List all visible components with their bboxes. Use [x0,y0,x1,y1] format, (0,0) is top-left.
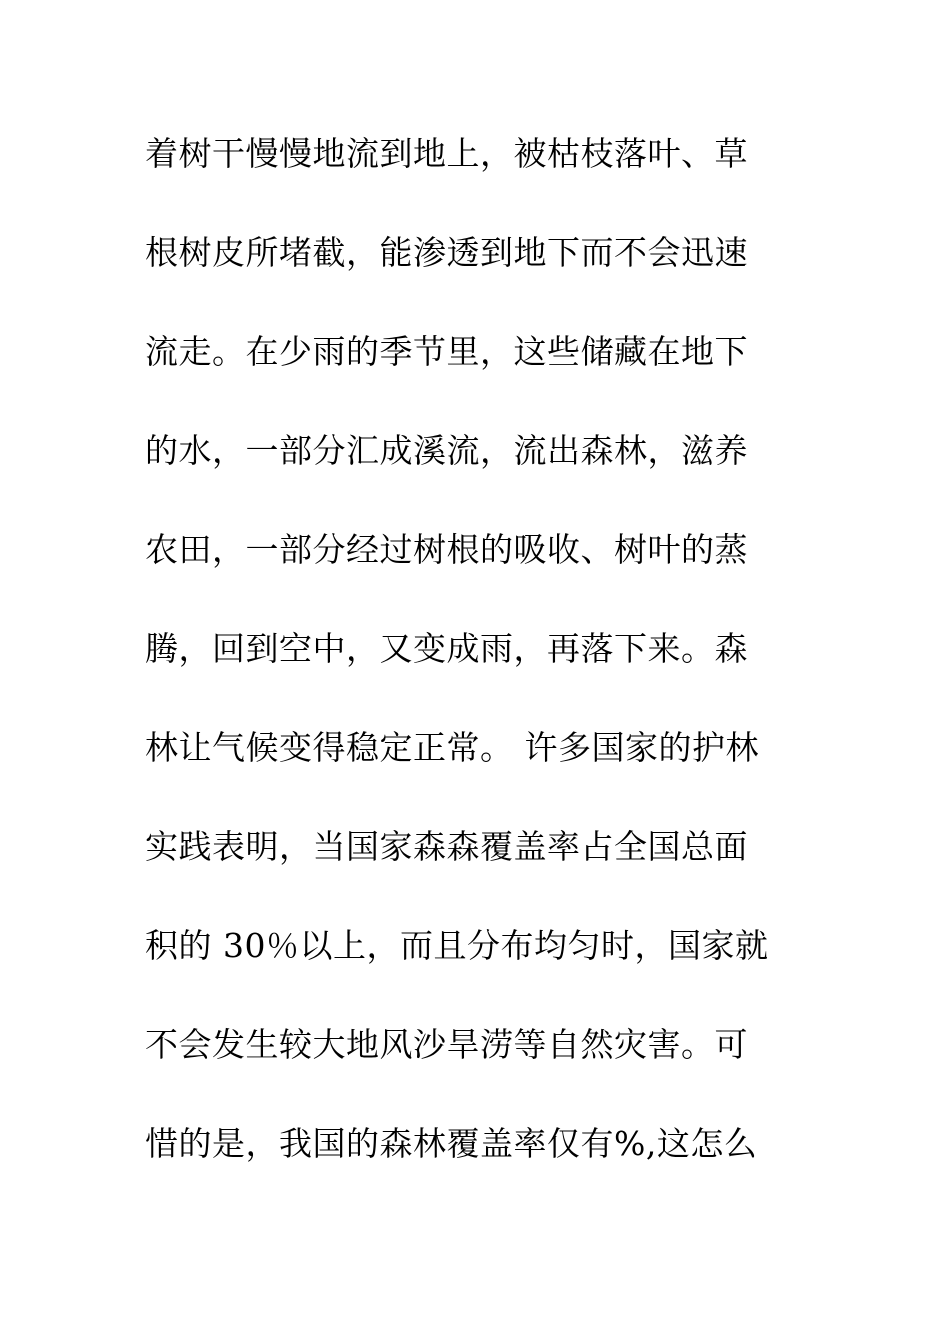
text-line: 惜的是，我国的森林覆盖率仅有%,这怎么 [145,1124,758,1163]
text-line: 腾，回到空中，又变成雨，再落下来。森 [145,629,748,668]
text-line: 着树干慢慢地流到地上，被枯枝落叶、草 [145,134,748,173]
text-line: 积的 30％以上，而且分布均匀时，国家就 [145,926,769,965]
text-line: 的水，一部分汇成溪流，流出森林，滋养 [145,431,748,470]
body-text [145,128,845,1217]
text-line: 实践表明，当国家森森覆盖率占全国总面 [145,827,748,866]
text-line: 不会发生较大地风沙旱涝等自然灾害。可 [145,1025,748,1064]
text-line: 流走。在少雨的季节里，这些储藏在地下 [145,332,748,371]
text-line: 农田，一部分经过树根的吸收、树叶的蒸 [145,530,748,569]
text-line: 根树皮所堵截，能渗透到地下而不会迅速 [145,233,748,272]
text-line: 林让气候变得稳定正常。 许多国家的护林 [145,728,759,767]
